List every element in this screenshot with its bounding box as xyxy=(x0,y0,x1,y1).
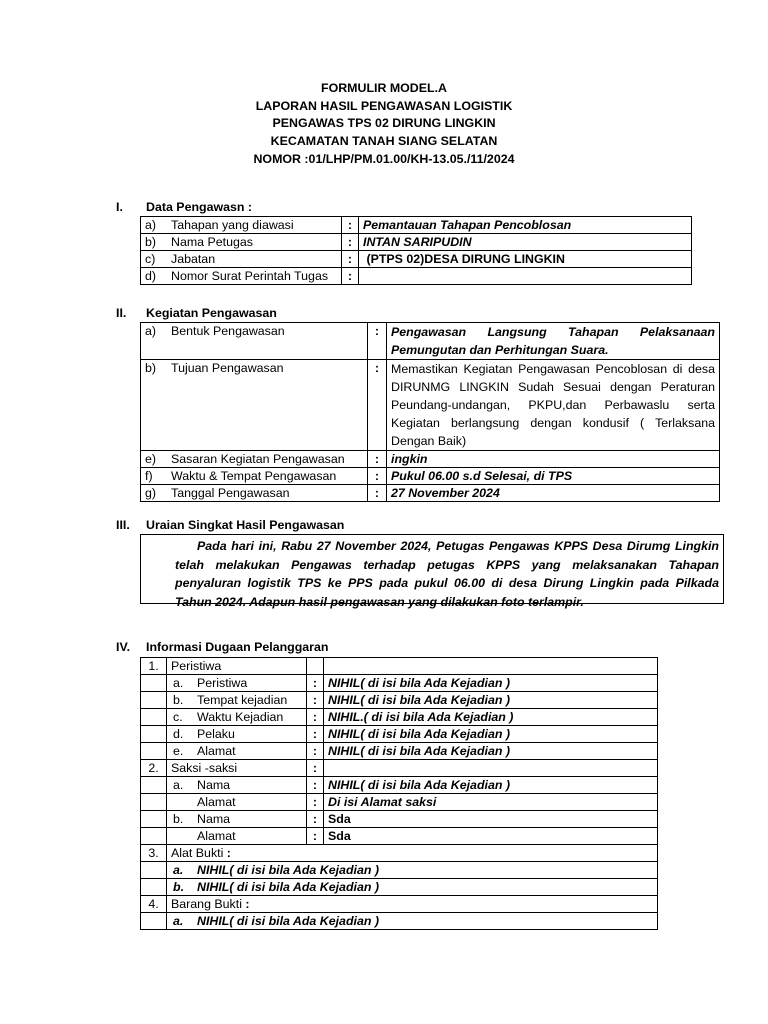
row-label: Alamat xyxy=(167,828,307,845)
row-value: NIHIL( di isi bila Ada Kejadian ) xyxy=(324,743,658,760)
row-label: d) Nomor Surat Perintah Tugas xyxy=(141,268,342,285)
table-row xyxy=(141,675,658,692)
row-label: d. Pelaku xyxy=(167,726,307,743)
row-label: a. Nama xyxy=(167,777,307,794)
row-label: Barang Bukti : xyxy=(167,896,658,913)
section-3-number: III. xyxy=(116,518,130,532)
row-label: Saksi -saksi xyxy=(167,760,307,777)
table-row xyxy=(141,268,692,285)
table-row xyxy=(141,709,658,726)
summary-box xyxy=(140,534,724,609)
row-value: NIHIL( di isi bila Ada Kejadian ) xyxy=(324,692,658,709)
row-colon: : xyxy=(307,811,324,828)
section-2-title: Kegiatan Pengawasan xyxy=(146,306,277,320)
row-colon: : xyxy=(342,268,359,285)
row-value: a. NIHIL( di isi bila Ada Kejadian ) xyxy=(167,913,658,930)
section-2-number: II. xyxy=(116,306,127,320)
row-colon: : xyxy=(307,692,324,709)
table-row xyxy=(141,251,692,268)
supervisor-title: PENGAWAS TPS 02 DIRUNG LINGKIN xyxy=(272,116,496,131)
row-label: a) Bentuk Pengawasan xyxy=(141,323,368,360)
section-3-title: Uraian Singkat Hasil Pengawasan xyxy=(146,518,345,532)
row-value: Sda xyxy=(324,828,658,845)
row-value: 27 November 2024 xyxy=(387,485,720,502)
row-label: a. Peristiwa xyxy=(167,675,307,692)
section-4-heading xyxy=(116,640,328,654)
section-4-number: IV. xyxy=(116,640,131,654)
row-value: (PTPS 02)DESA DIRUNG LINGKIN xyxy=(359,251,692,268)
table-row xyxy=(141,468,720,485)
table-row xyxy=(141,323,720,360)
row-label: f) Waktu & Tempat Pengawasan xyxy=(141,468,368,485)
row-number: 4. xyxy=(141,896,167,913)
table-row xyxy=(141,658,658,675)
section-2-table xyxy=(140,322,720,502)
section-2-heading xyxy=(116,306,277,320)
table-row xyxy=(141,913,658,930)
table-row xyxy=(141,217,692,234)
row-value: NIHIL.( di isi bila Ada Kejadian ) xyxy=(324,709,658,726)
row-colon: : xyxy=(368,323,387,360)
row-colon: : xyxy=(307,760,324,777)
row-label: b. Nama xyxy=(167,811,307,828)
row-colon: : xyxy=(307,675,324,692)
row-label: a) Tahapan yang diawasi xyxy=(141,217,342,234)
district-title: KECAMATAN TANAH SIANG SELATAN xyxy=(270,134,498,149)
row-value: b. NIHIL( di isi bila Ada Kejadian ) xyxy=(167,879,658,896)
section-4-title: Informasi Dugaan Pelanggaran xyxy=(146,640,329,654)
row-colon: : xyxy=(368,468,387,485)
table-row xyxy=(141,726,658,743)
row-value: NIHIL( di isi bila Ada Kejadian ) xyxy=(324,675,658,692)
row-label: e) Sasaran Kegiatan Pengawasan xyxy=(141,451,368,468)
row-label: c. Waktu Kejadian xyxy=(167,709,307,726)
table-row xyxy=(141,760,658,777)
table-row xyxy=(141,862,658,879)
table-row xyxy=(141,811,658,828)
section-1-number: I. xyxy=(116,200,123,214)
table-row xyxy=(141,234,692,251)
table-row xyxy=(141,777,658,794)
row-colon: : xyxy=(307,777,324,794)
table-row xyxy=(141,360,720,451)
row-value: Sda xyxy=(324,811,658,828)
report-title: LAPORAN HASIL PENGAWASAN LOGISTIK xyxy=(255,98,513,113)
row-label: e. Alamat xyxy=(167,743,307,760)
section-4-table xyxy=(140,657,658,930)
table-row xyxy=(141,743,658,760)
summary-text: Pada hari ini, Rabu 27 November 2024, Petugas Pengawas KPPS Desa Dirumg Lingkin telah melakukan Pengawas terhadap petugas KPPS yang melaksanakan Tahapan penyaluran logistik TPS ke PPS pada pukul 06.00 di desa Dirung Lingkin pada Pilkada Tahun 2024. Adapun hasil pengawasan yang dilakukan foto terlampir. xyxy=(175,539,719,609)
row-colon: : xyxy=(307,828,324,845)
table-row xyxy=(141,794,658,811)
table-row xyxy=(141,879,658,896)
row-label: g) Tanggal Pengawasan xyxy=(141,485,368,502)
row-value: NIHIL( di isi bila Ada Kejadian ) xyxy=(324,777,658,794)
row-label: Peristiwa xyxy=(167,658,307,675)
table-row xyxy=(141,451,720,468)
form-title: FORMULIR MODEL.A xyxy=(321,81,447,95)
row-colon: : xyxy=(368,360,387,451)
row-colon: : xyxy=(307,726,324,743)
section-1-title: Data Pengawasn : xyxy=(146,200,253,214)
row-colon: : xyxy=(342,234,359,251)
document-header xyxy=(0,80,768,169)
row-value: Di isi Alamat saksi xyxy=(324,794,658,811)
row-value: a. NIHIL( di isi bila Ada Kejadian ) xyxy=(167,862,658,879)
row-label: b) Nama Petugas xyxy=(141,234,342,251)
row-number: 2. xyxy=(141,760,167,777)
section-1-heading xyxy=(116,200,252,214)
row-number: 3. xyxy=(141,845,167,862)
document-number: NOMOR :01/LHP/PM.01.00/KH-13.05./11/2024 xyxy=(253,151,515,166)
row-value: Pemantauan Tahapan Pencoblosan xyxy=(359,217,692,234)
row-value: ingkin xyxy=(387,451,720,468)
row-colon: : xyxy=(342,251,359,268)
table-row xyxy=(141,692,658,709)
row-label: b. Tempat kejadian xyxy=(167,692,307,709)
row-colon: : xyxy=(307,743,324,760)
row-colon: : xyxy=(368,485,387,502)
table-row xyxy=(141,485,720,502)
row-value: INTAN SARIPUDIN xyxy=(359,234,692,251)
row-colon: : xyxy=(342,217,359,234)
section-1-table xyxy=(140,216,692,285)
row-value: Memastikan Kegiatan Pengawasan Pencoblosan di desa DIRUNMG LINGKIN Sudah Sesuai dengan Peraturan Peundang-undangan, PKPU,dan Perbawaslu serta Kegiatan berlangsung dengan kondusif ( Terlaksana Dengan Baik) xyxy=(387,360,720,451)
row-label: b) Tujuan Pengawasan xyxy=(141,360,368,451)
table-row xyxy=(141,896,658,913)
row-value: Pengawasan Langsung Tahapan Pelaksanaan Pemungutan dan Perhitungan Suara. xyxy=(387,323,720,360)
row-label: c) Jabatan xyxy=(141,251,342,268)
row-label: Alat Bukti : xyxy=(167,845,658,862)
row-value: Pukul 06.00 s.d Selesai, di TPS xyxy=(387,468,720,485)
table-row xyxy=(141,845,658,862)
row-number: 1. xyxy=(141,658,167,675)
row-label: Alamat xyxy=(167,794,307,811)
row-colon: : xyxy=(307,794,324,811)
row-value xyxy=(359,268,692,285)
section-3-heading xyxy=(116,518,344,532)
table-row xyxy=(141,828,658,845)
row-value: NIHIL( di isi bila Ada Kejadian ) xyxy=(324,726,658,743)
row-colon: : xyxy=(368,451,387,468)
row-colon: : xyxy=(307,709,324,726)
